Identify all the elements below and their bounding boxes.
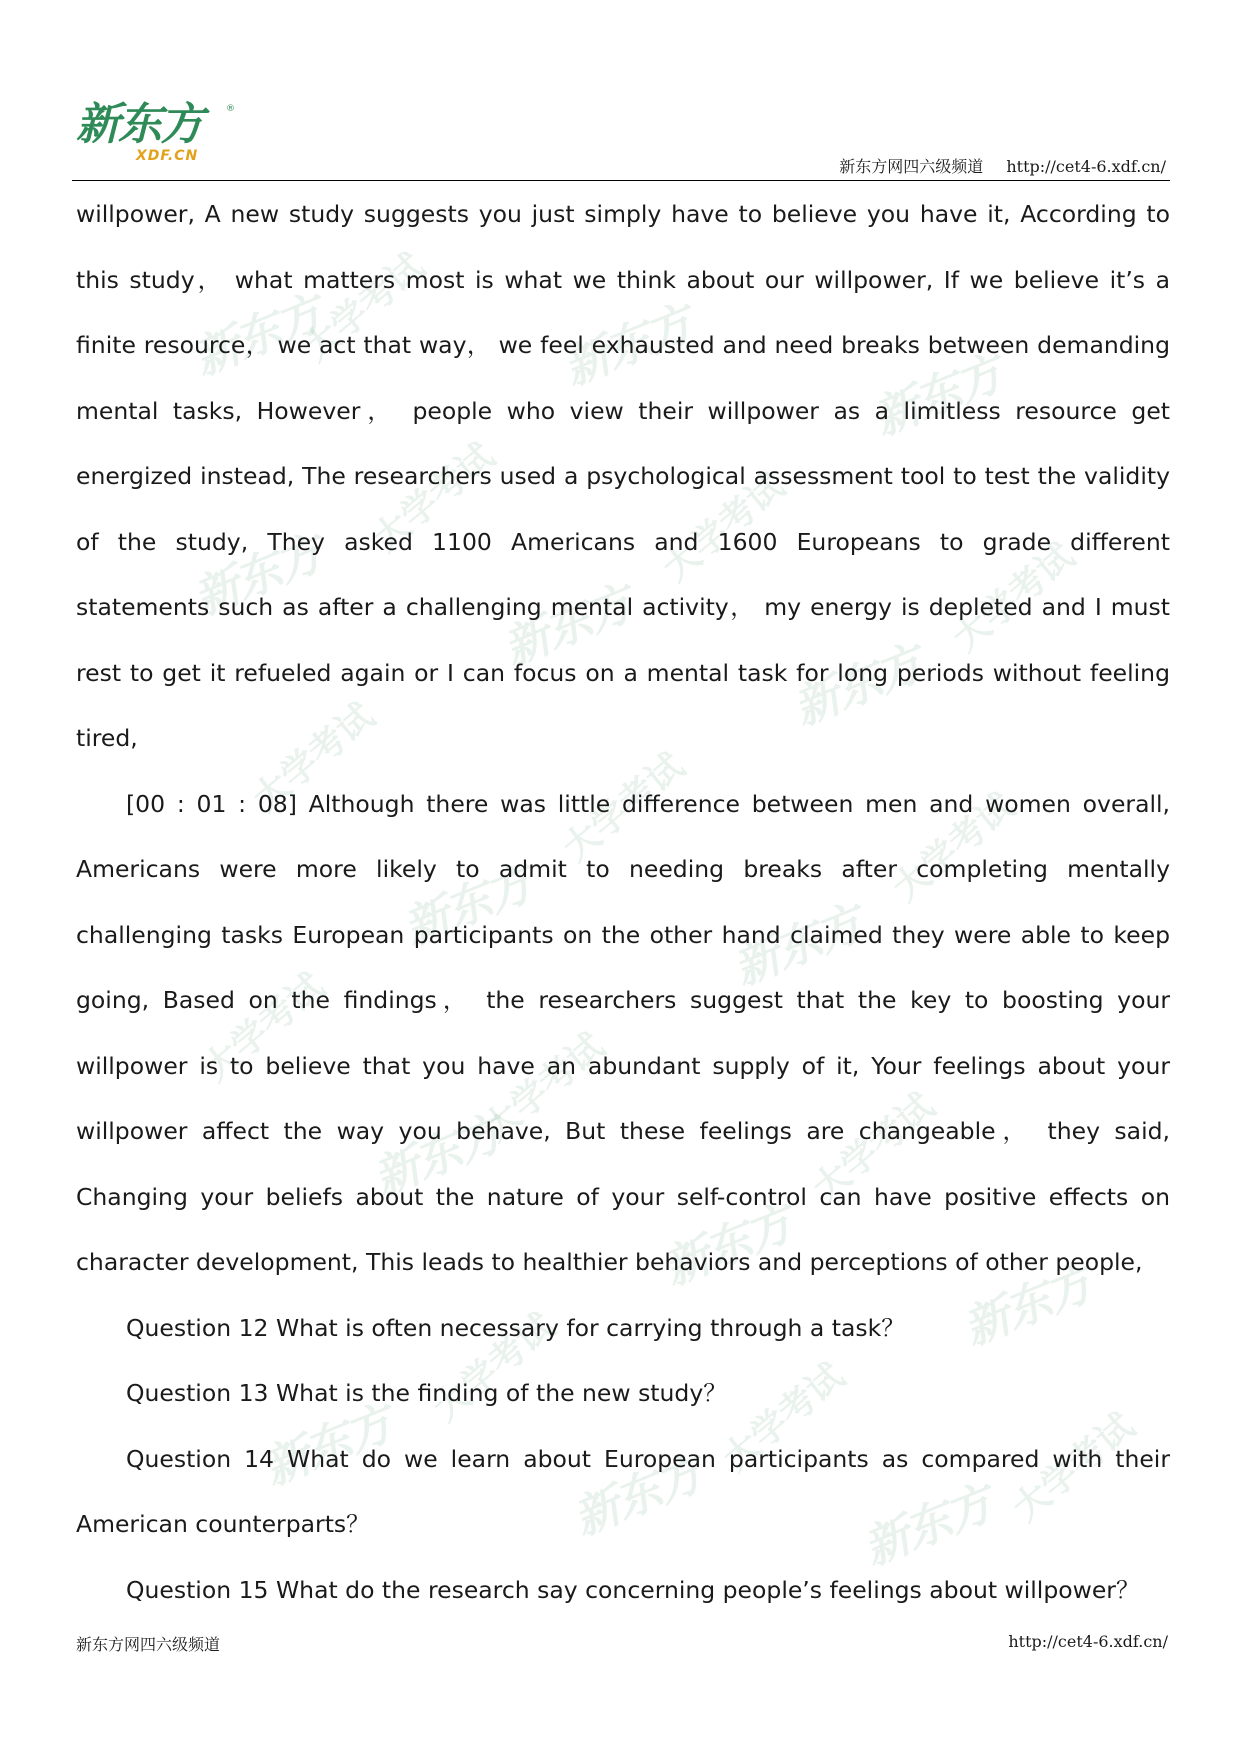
question-14: Question 14 What do we learn about European participants as compared with their American counterparts？ bbox=[76, 1444, 1170, 1538]
watermark-exam: 大学考试 bbox=[805, 1085, 943, 1210]
paragraph-2: [00 : 01 : 08] Although there was little difference between men and women overall, Americans were more likely to admit to needing breaks after completing mentally challenging tasks European participants on the other hand claimed they were able to keep going, Based on the findings， the researchers suggest that the key to boosting your willpower is to believe that you have an abundant supply of it, Your feelings about your willpower affect the way you behave, But these feelings are changeable， they said, Changing your beliefs about the nature of your self-control can have positive effects on character development, This leads to healthier behaviors and perceptions of other people, bbox=[76, 789, 1170, 1276]
watermark-exam: 大学考试 bbox=[715, 1355, 853, 1480]
page-header bbox=[72, 98, 1170, 181]
footer-url[interactable]: http://cet4-6.xdf.cn/ bbox=[1008, 1632, 1168, 1651]
watermark-exam: 大学考试 bbox=[655, 465, 793, 590]
header-url[interactable]: http://cet4-6.xdf.cn/ bbox=[1006, 157, 1166, 176]
header-channel: 新东方网四六级频道 bbox=[839, 157, 984, 176]
footer-channel: 新东方网四六级频道 bbox=[76, 1635, 221, 1654]
watermark-brand: 新东方 bbox=[865, 346, 1009, 446]
watermark-brand: 新东方 bbox=[185, 526, 329, 626]
watermark-exam: 大学考试 bbox=[475, 1025, 613, 1150]
watermark-exam: 大学考试 bbox=[945, 535, 1083, 660]
watermark-brand: 新东方 bbox=[955, 1256, 1099, 1356]
registered-mark: ® bbox=[226, 104, 235, 114]
watermark-exam: 大学考试 bbox=[365, 435, 503, 560]
logo-chinese-text: 新东方 bbox=[76, 99, 202, 150]
watermark-brand: 新东方 bbox=[255, 1396, 399, 1496]
watermark-exam: 大学考试 bbox=[425, 1305, 563, 1430]
question-12: Question 12 What is often necessary for carrying through a task？ bbox=[126, 1313, 905, 1342]
watermark-brand: 新东方 bbox=[785, 636, 929, 736]
watermark-exam: 大学考试 bbox=[295, 245, 433, 370]
watermark-brand: 新东方 bbox=[565, 1446, 709, 1546]
paragraph-1: willpower, A new study suggests you just simply have to believe you have it, According to this study， what matters most is what we think about our willpower, If we believe it’s a finite resource， we act that way， we feel exhausted and need breaks between demanding mental tasks, However， people who view their willpower as a limitless resource get energized instead, The researchers used a psychological assessment tool to test the validity of the study, They asked 1100 Americans and 1600 Europeans to grade different statements such as after a challenging mental activity， my energy is depleted and I must rest to get it refueled again or I can focus on a mental task for long periods without feeling tired, bbox=[76, 200, 1170, 752]
xdf-logo bbox=[76, 99, 235, 164]
watermark-exam: 大学考试 bbox=[555, 745, 693, 870]
watermark-brand: 新东方 bbox=[855, 1476, 999, 1576]
watermark-brand: 新东方 bbox=[395, 856, 539, 956]
header-info bbox=[821, 154, 1166, 177]
watermark-brand: 新东方 bbox=[725, 896, 869, 996]
question-15: Question 15 What do the research say concerning people’s feelings about willpower？ bbox=[126, 1575, 1140, 1604]
watermark-exam: 大学考试 bbox=[885, 785, 1023, 910]
watermark-brand: 新东方 bbox=[185, 286, 329, 386]
document-body bbox=[76, 182, 1170, 1623]
watermark-exam: 大学考试 bbox=[245, 695, 383, 820]
watermark-exam: 大学考试 bbox=[195, 965, 333, 1090]
watermark-exam: 大学考试 bbox=[1005, 1405, 1143, 1530]
logo-english-text: XDF.CN bbox=[136, 148, 199, 164]
watermark-brand: 新东方 bbox=[655, 1196, 799, 1296]
question-13: Question 13 What is the finding of the new study？ bbox=[126, 1379, 727, 1407]
watermark-brand: 新东方 bbox=[495, 576, 639, 676]
watermark-brand: 新东方 bbox=[555, 296, 699, 396]
watermark-brand: 新东方 bbox=[365, 1106, 509, 1206]
